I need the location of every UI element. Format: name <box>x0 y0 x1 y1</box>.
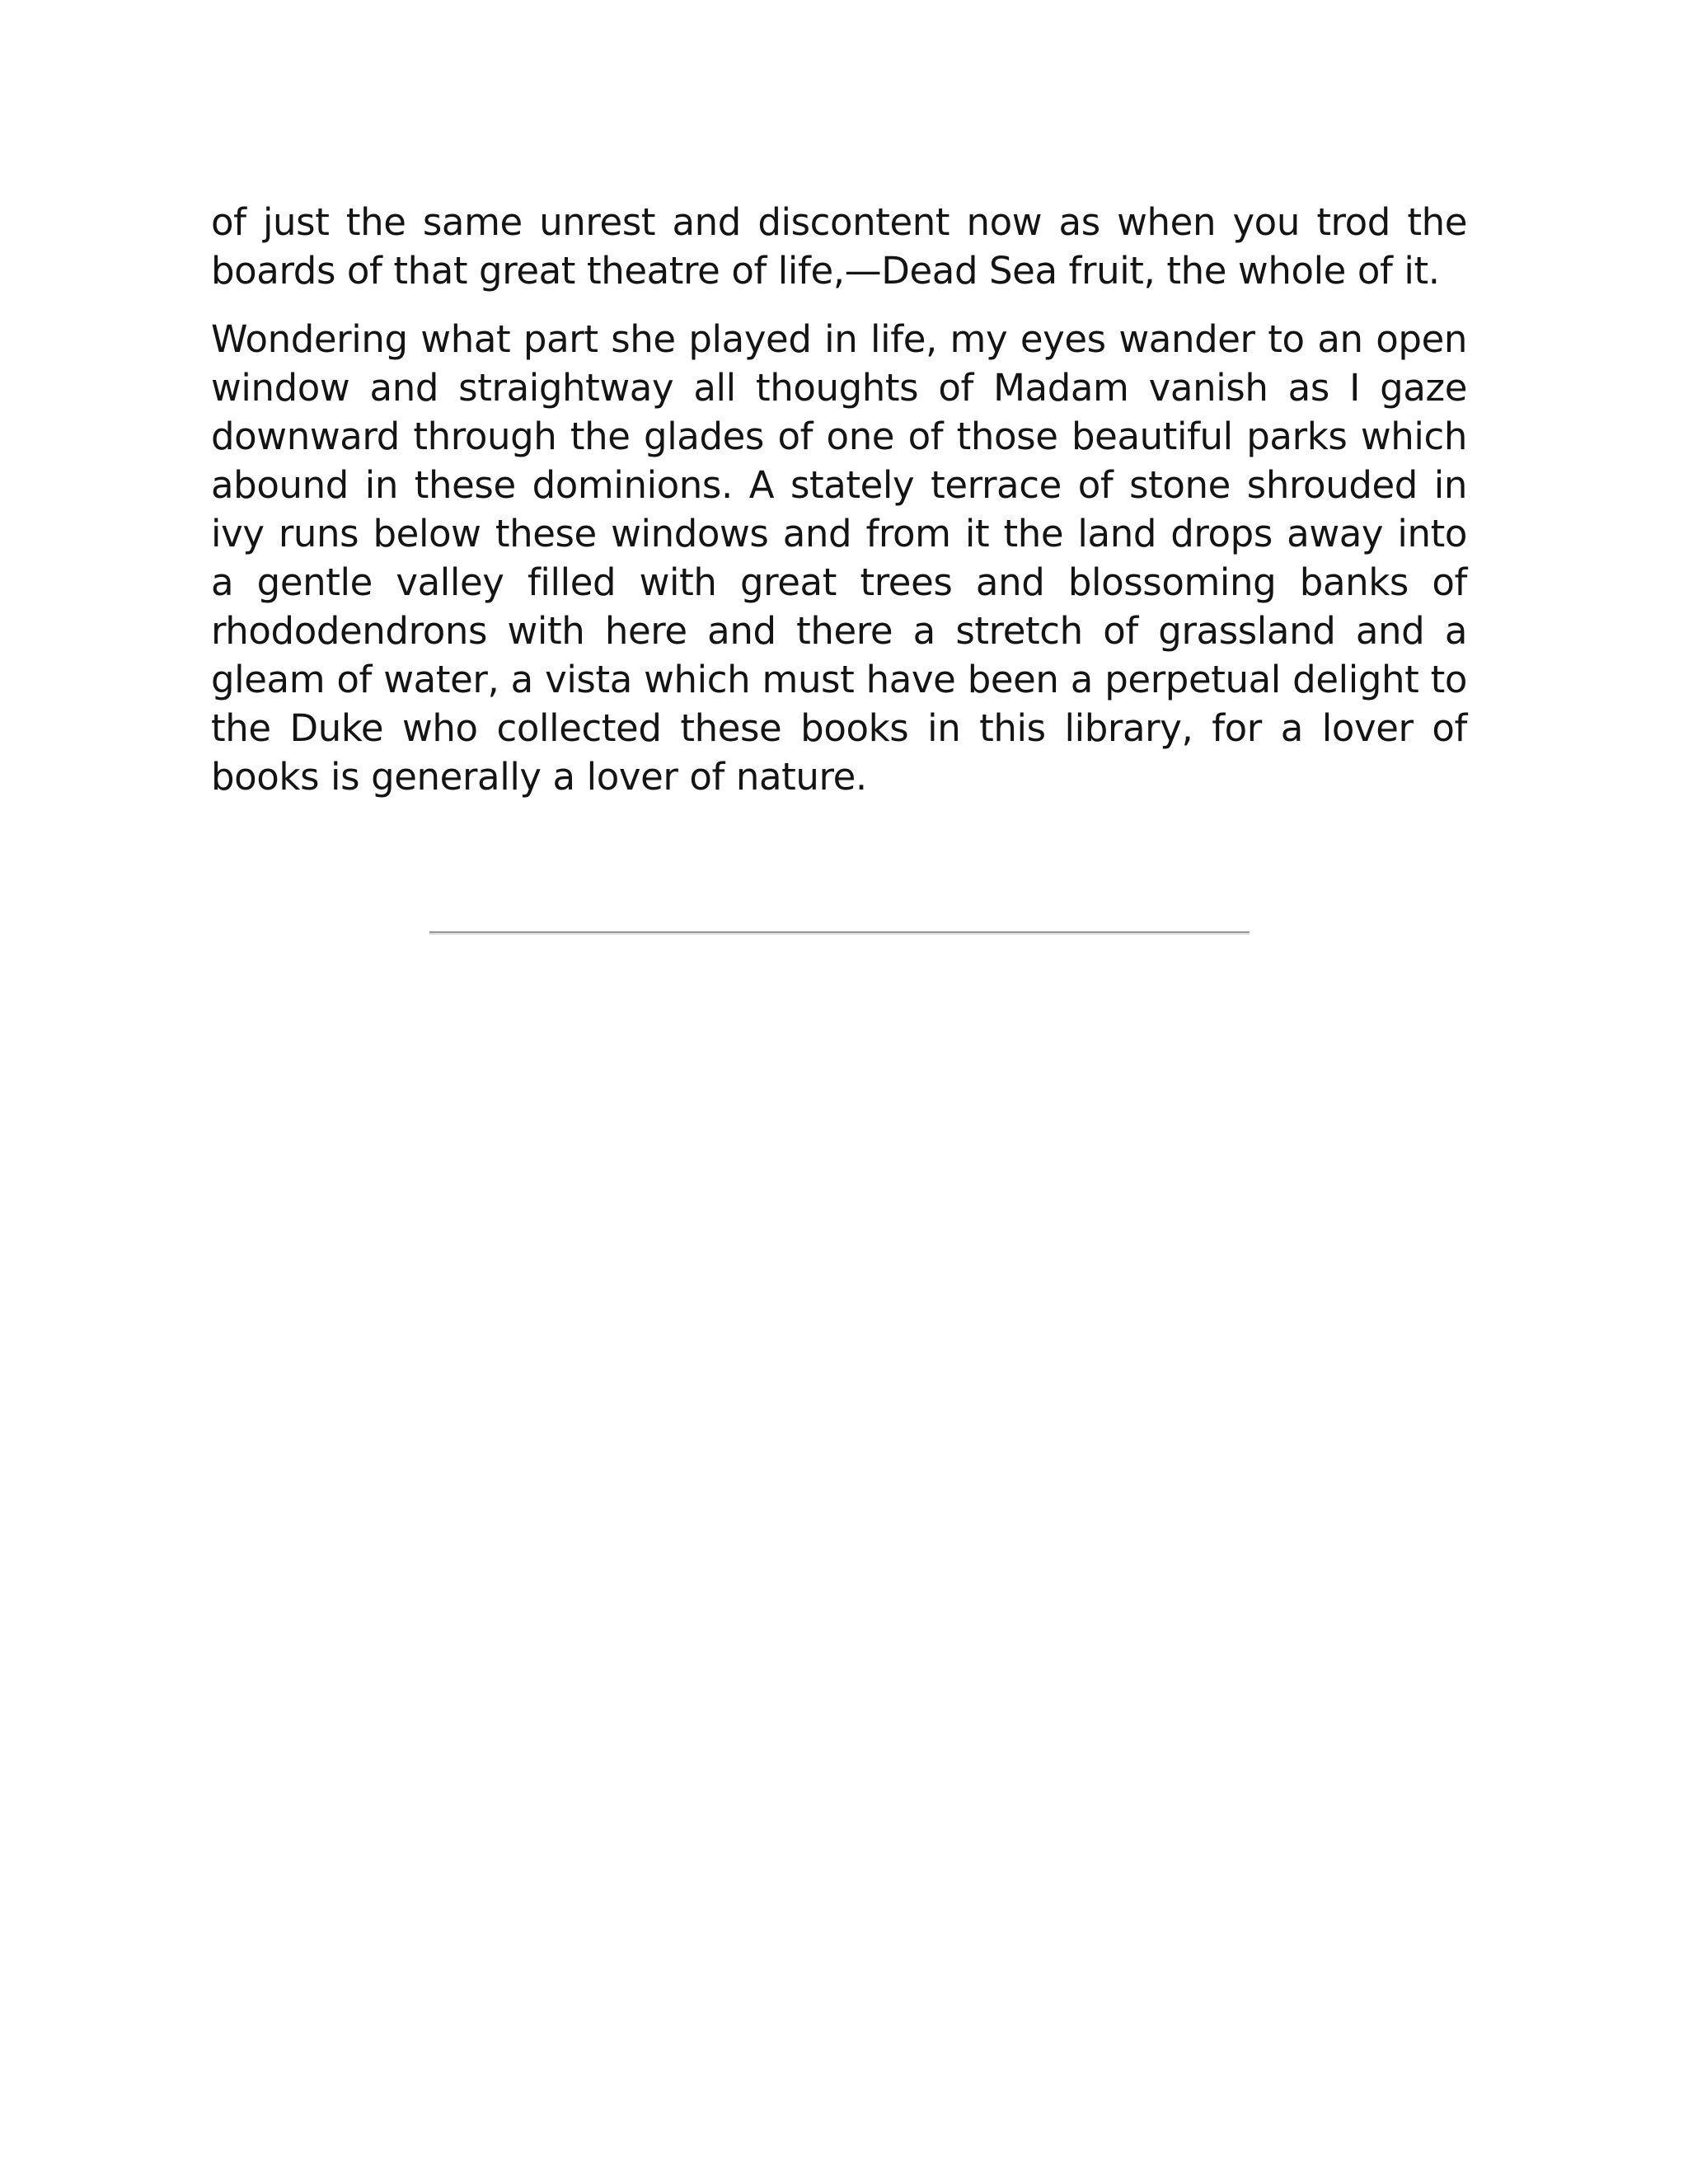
paragraph-2: Wondering what part she played in life, my eyes wander to an open window and straightway all thoughts of Madam vanish as I gaze downward through the glades of one of those beautiful parks which abound in these dominions. A stately terrace of stone shrouded in ivy runs below these windows and from it the land drops away into a gentle valley filled with great trees and blossoming banks of rhododendrons with here and there a stretch of grassland and a gleam of water, a vista which must have been a perpetual delight to the Duke who collected these books in this library, for a lover of books is generally a lover of nature. <box>211 317 1467 799</box>
paragraph-1: of just the same unrest and discontent now as when you trod the boards of that great theatre of life,—Dead Sea fruit, the whole of it. <box>211 200 1467 293</box>
horizontal-rule <box>429 931 1250 935</box>
body-text <box>211 198 1467 801</box>
